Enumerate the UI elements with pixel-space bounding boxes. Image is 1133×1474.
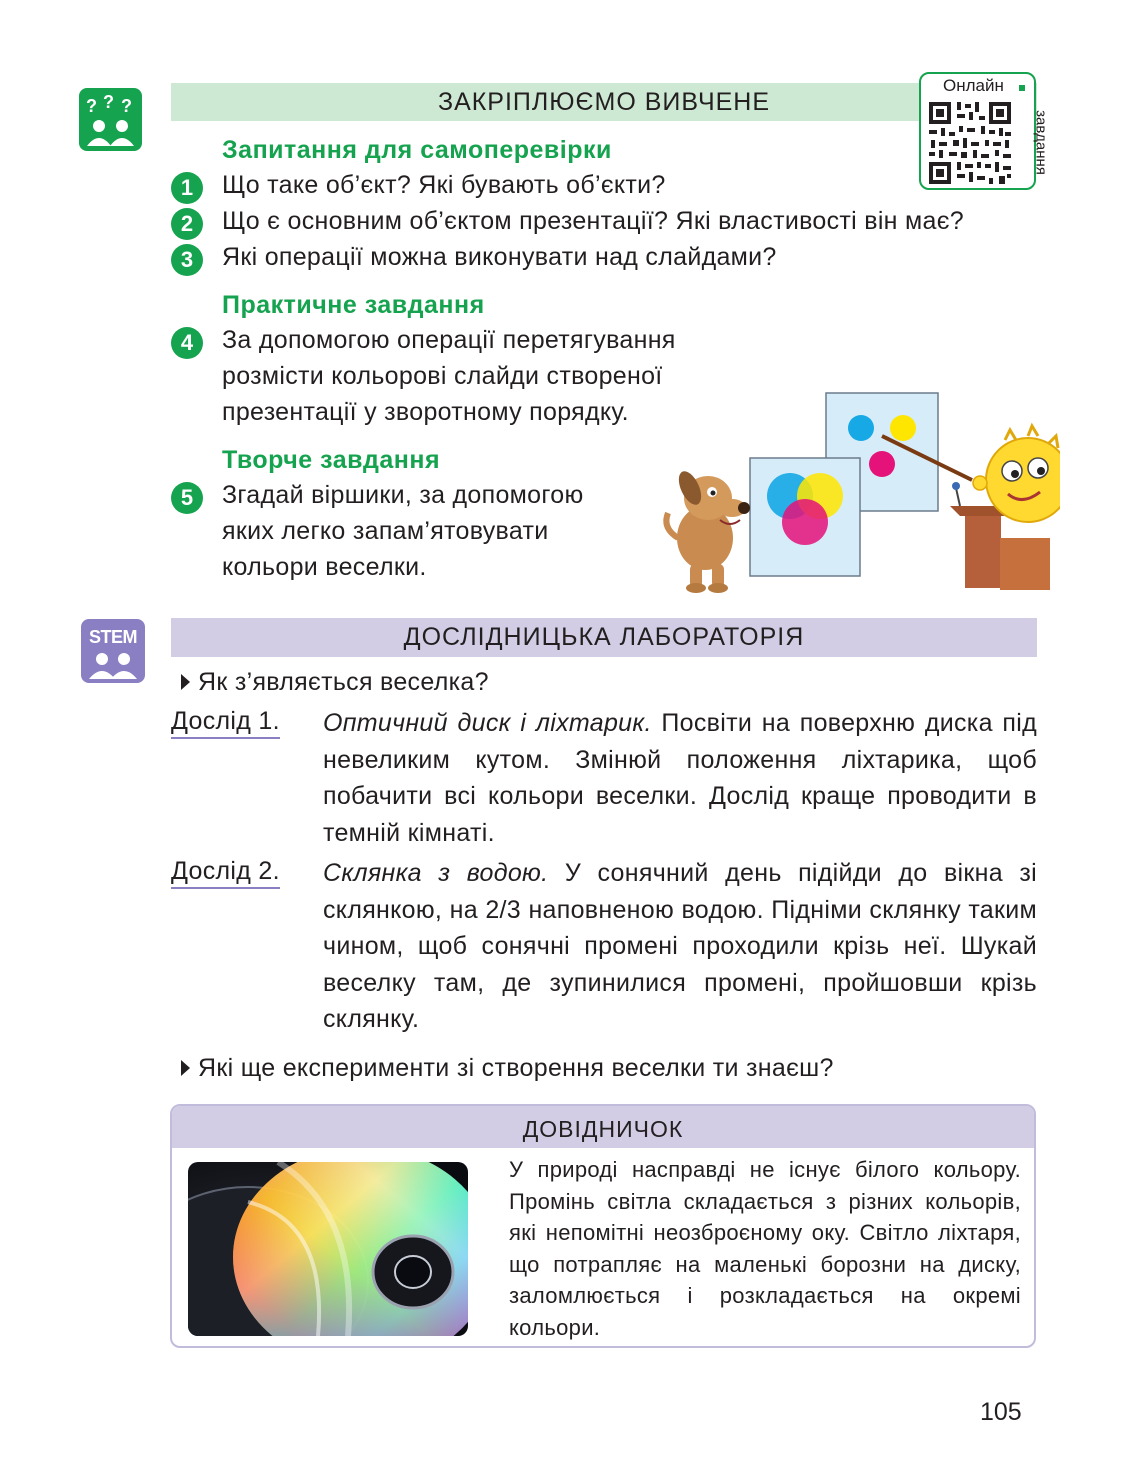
qr-code-icon bbox=[927, 100, 1013, 186]
question-3-text: Які операції можна виконувати над слайдами? bbox=[222, 243, 777, 271]
reference-title: ДОВІДНИЧОК bbox=[172, 1106, 1034, 1148]
question-number-2: 2 bbox=[171, 208, 203, 240]
practical-line-1: За допомогою операції перетягування bbox=[222, 326, 676, 354]
experiment-1-label: Дослід 1. bbox=[171, 707, 280, 739]
section-header-reinforce: ЗАКРІПЛЮЄМО ВИВЧЕНЕ bbox=[171, 83, 1037, 121]
svg-text:?: ? bbox=[103, 92, 114, 112]
bullet-triangle-icon bbox=[181, 674, 190, 690]
lab-question-1 bbox=[181, 668, 489, 697]
question-number-3: 3 bbox=[171, 244, 203, 276]
creative-line-3: кольори веселки. bbox=[222, 553, 427, 581]
svg-text:?: ? bbox=[121, 96, 132, 116]
stem-icon-label: STEM bbox=[88, 627, 137, 647]
lab-question-2-text: Які ще експерименти зі створення веселки ти знаєш? bbox=[198, 1054, 834, 1082]
experiment-2-label: Дослід 2. bbox=[171, 857, 280, 889]
presentation-illustration bbox=[660, 388, 1060, 603]
questions-people-icon bbox=[79, 88, 142, 151]
experiment-2-title: Склянка з водою. bbox=[323, 859, 549, 887]
question-2-text: Що є основним об’єктом презентації? Які властивості він має? bbox=[222, 207, 964, 235]
self-check-heading: Запитання для самоперевірки bbox=[222, 136, 612, 164]
question-1-text: Що таке об’єкт? Які бувають об’єкти? bbox=[222, 171, 666, 199]
practical-line-3: презентації у зворотному порядку. bbox=[222, 398, 629, 426]
creative-line-2: яких легко запам’ятовувати bbox=[222, 517, 549, 545]
experiment-1-title: Оптичний диск і ліхтарик. bbox=[323, 709, 652, 737]
reference-text: У природі насправді не існує білого кольору. Промінь світла складається з різних кольорів, які непомітні неозброєному оку. Світло ліхтаря, що потрапляє на маленькі борозни на диску, заломлюється і розкладається на окремі кольори. bbox=[509, 1157, 1021, 1340]
experiment-2-body: У сонячний день підійди до вікна зі склянкою, на 2/3 наповненою водою. Підніми склянку таким чином, щоб сонячні промені проходили крізь неї. Шукай веселку там, де зупинилися промені, пройшовши крізь склянку. bbox=[323, 859, 1038, 1033]
page-number: 105 bbox=[980, 1398, 1022, 1426]
practical-heading: Практичне завдання bbox=[222, 291, 485, 319]
lab-question-2 bbox=[181, 1054, 834, 1083]
qr-label: Онлайн bbox=[943, 76, 1004, 95]
bullet-triangle-icon bbox=[181, 1060, 190, 1076]
svg-text:?: ? bbox=[86, 96, 97, 116]
online-tasks-qr[interactable] bbox=[919, 72, 1050, 190]
section-header-research-lab: ДОСЛІДНИЦЬКА ЛАБОРАТОРІЯ bbox=[171, 618, 1037, 657]
stem-icon bbox=[81, 619, 145, 683]
experiment-1-text bbox=[323, 705, 1037, 851]
creative-line-1: Згадай віршики, за допомогою bbox=[222, 481, 584, 509]
experiment-2-text bbox=[323, 855, 1037, 1038]
creative-heading: Творче завдання bbox=[222, 446, 441, 474]
practical-line-2: розмісти кольорові слайди створеної bbox=[222, 362, 663, 390]
task-number-5: 5 bbox=[171, 482, 203, 514]
optical-disc-photo bbox=[188, 1162, 468, 1336]
qr-side-label: завдання bbox=[1032, 110, 1050, 175]
experiment-1-body: Посвіти на поверхню диска під невеликим кутом. Змінюй положення ліхтарика, щоб побачити всі кольори веселки. Дослід краще проводити в темній кімнаті. bbox=[323, 709, 1037, 847]
question-number-1: 1 bbox=[171, 172, 203, 204]
task-number-4: 4 bbox=[171, 327, 203, 359]
qr-label-dot bbox=[1019, 85, 1025, 91]
lab-question-1-text: Як з’являється веселка? bbox=[198, 668, 489, 696]
